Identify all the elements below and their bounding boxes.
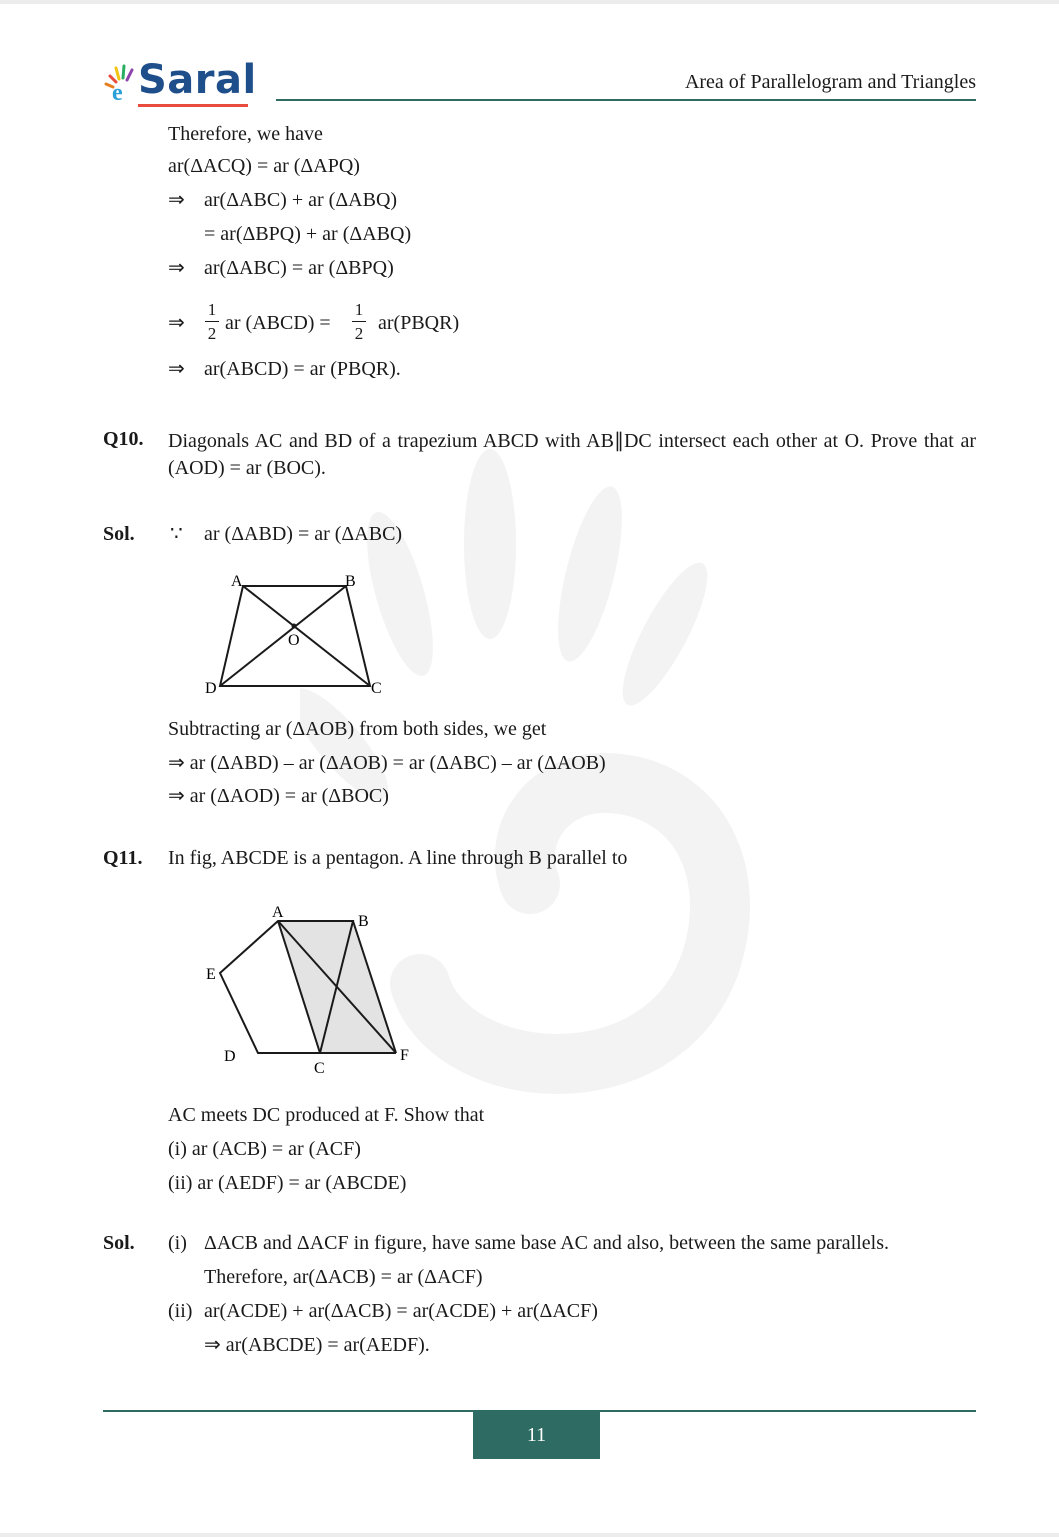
proof-line-5: ar(ΔABC) = ar (ΔBPQ) xyxy=(204,257,394,279)
vertex-label-e: E xyxy=(206,966,216,983)
solution-part-i-conclusion: Therefore, ar(ΔACB) = ar (ΔACF) xyxy=(204,1266,483,1288)
proof-line-7: ar(ABCD) = ar (PBQR). xyxy=(204,358,401,380)
document-page xyxy=(0,4,1059,1533)
header-title: Area of Parallelogram and Triangles xyxy=(684,71,976,93)
fraction-denominator: 2 xyxy=(207,324,217,343)
pentagon-figure xyxy=(200,899,430,1079)
page-number: 11 xyxy=(473,1412,600,1459)
logo-e: e xyxy=(112,80,123,102)
implies-icon: ⇒ xyxy=(168,312,185,334)
question-text-2: AC meets DC produced at F. Show that xyxy=(168,1104,485,1126)
logo-underline xyxy=(138,104,248,107)
solution-line-2: Subtracting ar (ΔAOB) from both sides, we get xyxy=(168,718,547,740)
implies-icon: ⇒ xyxy=(168,189,185,211)
proof-line-3: ar(ΔABC) + ar (ΔABQ) xyxy=(204,189,398,211)
implies-icon: ⇒ xyxy=(168,257,185,279)
vertex-label-a: A xyxy=(272,904,284,921)
proof-line-2: ar(ΔACQ) = ar (ΔAPQ) xyxy=(168,155,360,177)
proof-line-6a: ar (ABCD) = xyxy=(225,312,331,334)
vertex-label-f: F xyxy=(400,1047,409,1064)
because-icon: ∵ xyxy=(170,523,183,545)
proof-line-1: Therefore, we have xyxy=(168,123,323,145)
fraction-half xyxy=(205,301,219,342)
vertex-label-b: B xyxy=(345,573,356,590)
vertex-label-a: A xyxy=(231,573,243,590)
solution-line-3: ⇒ ar (ΔABD) – ar (ΔAOB) = ar (ΔABC) – ar (ΔAOB) xyxy=(168,752,606,774)
solution-part-ii: ar(ACDE) + ar(ΔACB) = ar(ACDE) + ar(ΔACF) xyxy=(204,1300,598,1322)
solution-part-ii-conclusion: ⇒ ar(ABCDE) = ar(AEDF). xyxy=(204,1334,430,1356)
solution-label: Sol. xyxy=(103,1232,135,1254)
header-rule xyxy=(276,99,976,101)
question-text: Diagonals AC and BD of a trapezium ABCD with AB∥DC intersect each other at O. Prove that ar (AOD) = ar (BOC). xyxy=(168,430,976,479)
vertex-label-b: B xyxy=(358,913,369,930)
question-text: In fig, ABCDE is a pentagon. A line through B parallel to xyxy=(168,847,628,869)
question-part-i: (i) ar (ACB) = ar (ACF) xyxy=(168,1138,361,1160)
fraction-numerator: 1 xyxy=(354,300,364,319)
implies-icon: ⇒ xyxy=(168,358,185,380)
proof-line-6b: ar(PBQR) xyxy=(378,312,460,334)
trapezium-figure xyxy=(200,564,400,699)
question-label: Q11. xyxy=(103,847,143,869)
vertex-label-c: C xyxy=(371,680,382,697)
question-label: Q10. xyxy=(103,428,144,450)
vertex-label-o: O xyxy=(288,632,300,649)
solution-line-1: ar (ΔABD) = ar (ΔABC) xyxy=(204,523,403,545)
logo-hand-icon xyxy=(104,62,138,102)
vertex-label-d: D xyxy=(224,1048,236,1065)
solution-part-i: ΔACB and ΔACF in figure, have same base AC and also, between the same parallels. xyxy=(204,1232,889,1254)
solution-part-i-number: (i) xyxy=(168,1232,187,1254)
solution-part-ii-number: (ii) xyxy=(168,1300,193,1322)
vertex-label-d: D xyxy=(205,680,217,697)
fraction-half xyxy=(352,301,366,342)
solution-label: Sol. xyxy=(103,523,135,545)
question-part-ii: (ii) ar (AEDF) = ar (ABCDE) xyxy=(168,1172,407,1194)
fraction-denominator: 2 xyxy=(354,324,364,343)
logo-text: Saral xyxy=(138,57,257,103)
fraction-numerator: 1 xyxy=(207,300,217,319)
vertex-label-c: C xyxy=(314,1060,325,1077)
proof-line-4: = ar(ΔBPQ) + ar (ΔABQ) xyxy=(204,223,412,245)
solution-line-4: ⇒ ar (ΔAOD) = ar (ΔBOC) xyxy=(168,785,389,807)
